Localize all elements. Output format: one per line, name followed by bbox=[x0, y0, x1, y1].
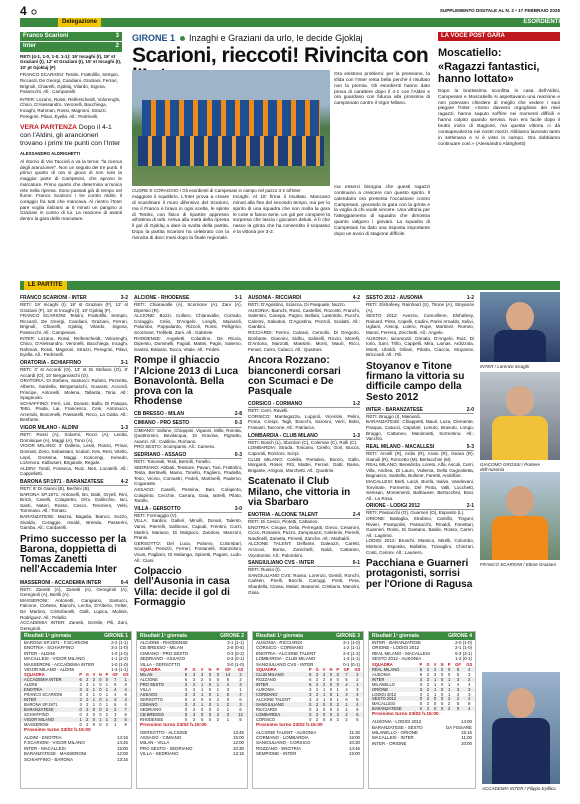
fixture-row: MILAN - VILLA 12:00 bbox=[140, 740, 244, 746]
table-row: SCHIAFFINO 0 2 0 0 2 3 6 bbox=[24, 712, 127, 718]
fixture-row: INTER - MACALLESI 15:00 bbox=[24, 745, 128, 751]
result-row: INTER - BARANZATESE 2-0 (1-0) bbox=[372, 640, 472, 646]
table-row: REAL MILANO 6 2 2 0 0 8 4 bbox=[369, 667, 475, 672]
table-row: GERSOTTO 0 2 0 0 2 0 6 bbox=[140, 696, 242, 702]
match-header: CORSICO - CORMANO 1-2 bbox=[248, 401, 360, 408]
table-row: AUSONIA 3 2 1 0 1 4 3 bbox=[256, 686, 359, 692]
result-row: ORIONE - LODIGI 2012 2-1 (1-0) bbox=[372, 645, 472, 651]
page-number: 4 bbox=[20, 4, 27, 18]
result-row: MACALLESI - VIGOR MILANO 1-1 (2-2) bbox=[24, 656, 128, 662]
voce-name: Moscatiello: bbox=[438, 47, 502, 60]
fixture-row: MILANELLO - ORIONE 15:15 bbox=[372, 730, 472, 736]
match-report: RETI: Cerri, Ravelli. CORSICO: Mantegazza, Luppoli, Vicentini, Pelini, Poma, Crespi, Tagli, Bracchi, Saronni, Verri, Bolsi, Frasanti, Taccone. All.: Patriarca. bbox=[248, 408, 360, 431]
photo-grossi bbox=[480, 372, 560, 460]
fixture-row: MACALLESI - INTER 11:00 bbox=[372, 735, 472, 741]
result-row: SEDRIANO - ASSAGO 0-3 (0-1) bbox=[140, 656, 244, 662]
table-row: CB BRESSO 0 2 0 0 2 3 12 bbox=[137, 712, 247, 717]
next-round-title: Prossimo turno 23/02 h.15:00 bbox=[140, 722, 207, 728]
result-row: CIMIANO - PRO SESTO 0-3 (0-2) bbox=[140, 650, 244, 656]
table-row: CIMIANO 3 2 1 0 1 2 3 bbox=[137, 702, 247, 707]
standings-card bbox=[20, 631, 132, 789]
match-report: RETI: Chiaravalle (A), Scorrione (A), Zani (A), Dipersio (R). ALCIONE: Bozzi, Cullaro, Chiaravalle, Corrado, Coraggio, Celio, D'Angelo, Longhi, Mainardi, Palumbo, Pappalardo, Rizzoli, Rossi, Pelligrino, Scorrione, Trefiletti, Zani. All.: Gabriele. RHODENSE: Angeletti, Colantino, De Riccia, Dipersio, Dominelli, Fagioli, Mattei, Pagin, Salerno, Santini, Bisiasio, Tacca, Vitale. All.: Federi. bbox=[134, 302, 242, 352]
table-row: FRANCO SCARIONI 3 2 1 0 1 4 6 bbox=[24, 692, 127, 698]
table-row: ASSAGO 3 2 1 0 1 5 4 bbox=[137, 692, 247, 697]
main-headline: Scarioni, rieccoti! Rivincita con bbox=[132, 44, 429, 67]
fixture-row: ASSAGO - CIMIANO 15:00 bbox=[140, 735, 244, 741]
match-report: RETI: Russo (I). SANGIULIANO CVS: Russo, Lorenzo, Gentili, Ronchi, Carlsen, Pirelli, Bocchi, Caroggi, Ponti, Pera, Sbardella, Cirasu, Malari, Beatonni, Cristiano, Manzini, Gioia. bbox=[248, 567, 360, 595]
right-subheadline-2: Scatenato il Club Milano, che vittoria in via Sbarbaro bbox=[248, 476, 351, 508]
table-row: BARONA SP.1971 3 2 1 0 1 6 4 bbox=[24, 702, 127, 708]
result-row: CORSICO - CORMANO 1-2 (1-1) bbox=[256, 645, 360, 651]
scorebox-team-a: Franco Scarioni 3 bbox=[20, 32, 122, 41]
table-row: SQUADRA P G V N P GF GS bbox=[140, 666, 244, 672]
table-row: VILLA 3 2 1 0 1 3 1 bbox=[140, 686, 242, 692]
vera-author: ALESSANDRO ALDRIGHETTI bbox=[20, 150, 80, 156]
result-row: ENOTRIA - ALCIONE TALENT 2-4 (1-2) bbox=[256, 650, 360, 656]
photo-eyillica bbox=[482, 672, 560, 784]
standings-table bbox=[21, 672, 131, 727]
match-header: VILLA - GERSOTTO 3-0 bbox=[134, 505, 242, 512]
fixture-row: SANGIULIANO - CORSICO 10:30 bbox=[256, 740, 360, 746]
mid-subheadline-2: Colpaccio dell'Ausonia in casa Villa: decide il gol di Formaggio bbox=[134, 566, 230, 608]
table-row: CORSICO 0 2 0 0 2 2 5 bbox=[256, 716, 359, 722]
main-text-col1: maggiore il equilibrio. L'Inter prova a creare di scardinare il muro difensivo del Scarioni, ma il Franco è bravo in ogni scelta, le spinte di Testini, con fisico di ripartire appresso all'ottima di tutti. Arriva alla metà della ripresa il gol di Gjoklaj a dare la svolta della partita. Dopo la partita Scarioni ha celebrato con la rivincita di dieci mesi dopo la finale regionale. bbox=[132, 195, 229, 241]
fixture-row: ALCIONE TALENT - AUSONIA 11:30 bbox=[256, 729, 360, 735]
table-row: CORMANO 3 2 1 0 1 3 4 bbox=[253, 692, 363, 697]
table-row: LOMBARDIA 0 2 0 0 2 2 6 bbox=[253, 712, 363, 717]
photo-caption: CUORE E CORAGGIO / Gli esordienti di Campesani in campo nel pazzo 3-2 all'Inter bbox=[132, 188, 301, 193]
table-row: SANGIULIANO 0 2 0 0 2 1 4 bbox=[253, 702, 363, 707]
table-row: SQUADRA P G V N P GF GS bbox=[372, 661, 473, 667]
match-header: MASSERONI - ACCADEMIA INTER 0-4 bbox=[20, 579, 128, 586]
girone1-kicker bbox=[132, 33, 432, 44]
match-header: AUSONIA - RICCIARDI 4-2 bbox=[248, 295, 360, 301]
result-row: CB BRESSO - MILAN 2-8 (0-5) bbox=[140, 645, 244, 651]
main-text-col3: Ora esistono problemi: per la pressione, la sfida con l'Inter resta bella perché il risultato non la premia. Gli esordienti hanno dato prova di carattere dopo il 4-1 con l'Aldini e ora guardano con fiducia alla prossima di campionato contro il Vigor Milano. bbox=[334, 72, 430, 107]
kicker-text: Inzaghi e Graziani da urlo, le decide Gjoklaj bbox=[189, 33, 363, 43]
match-report: RETI: Elshafeey, Rainhard (S), Titone (A), Stoyanov (A). SESTO 2012: Avezzo, Cancelliere, Elshafeey, Rainard, Pinto, Capelli, Cadini, Parini Arnaldo, Solivi, Ugliani, Anscip, Loiero, Rupe, Martinez, Romeo, Manni, Ferrera, Zecchetti. All.: Angelo. AUSONIA: Iacomozzi, Donato, D'Angelo, Ruiz, Di Iorio, Sani, Trillo, Cappelli, Mira, Lamas, Ardizzola, Monti, Uboldi, Giliani, Pilotta, Ciaccio, Stoyanov, Briccardi. All.: Pili. bbox=[366, 302, 474, 358]
table-row: ENOTRIA 3 2 1 0 1 4 4 bbox=[21, 687, 131, 692]
table-row: SEDRIANO 0 2 0 0 2 1 6 bbox=[140, 706, 242, 712]
standings-table bbox=[253, 667, 363, 722]
result-row: ALCIONE - RHODENSE 3-1 (1-1) bbox=[140, 640, 244, 646]
section-label: ESORDIENTI bbox=[523, 19, 560, 25]
table-row: INTER 3 2 1 0 1 3 3 bbox=[21, 697, 131, 702]
vera-title: VERA PARTENZA bbox=[20, 124, 78, 132]
result-row: ENOTRIA - SCHIAFFINO 3-2 (1-0) bbox=[24, 645, 128, 651]
voce-text: Dopo la bruttissima sconfitta in casa dell'Aldini, Campesani e Moscatiello si aspettavano una reazione e non potevano chiedere di meglio che vedere i suoi piegare l'Inter. «Sono davvero orgoglioso dei miei ragazzi, hanno saputo soffrire nei momenti difficili e hanno colpito quando serviva. Non era facile dopo il brutto inizio di stagione, ma questa vittoria ci dà consapevolezza nei nostri mezzi. Abbiamo lavorato tanto in settimana e si è visto in campo. Ora dobbiamo continuare così.» (Alessandro Aldrighetti) bbox=[438, 88, 560, 147]
left-match-box bbox=[20, 32, 122, 222]
next-round-title: Prossimo turno 23/02 h.15:00 bbox=[24, 728, 91, 734]
photo-incaghi bbox=[480, 292, 560, 362]
caption-incaghi: INTER / Lorenzo Incaghi bbox=[480, 364, 530, 369]
main-text-col4: ma esserci bisogna che questi ragazzi continuino a crescere con questo spirito. Il calendario ora presenta l'occasione contro Campesani, giocando la gara con la grinta e la voglia di chi vuole vincere. Una vittoria per l'atteggiamento di squadra che dimostra quanto valgono i giovani. La squadra di Campesani ha dato una risposta importante dopo un avvio di stagione difficile. bbox=[334, 185, 430, 237]
table-row: MACALLESI 0 2 0 0 2 5 8 bbox=[372, 701, 471, 707]
fixture-row: SEMPIONE - INTER 15:00 bbox=[256, 751, 360, 757]
match-report: RETI: Di Cesco, Piotetti, Cattaneo. ENOTRIA: Cinque, Delia, Perregatti, Greco, Cesaroni, Cicco, Rosanini, Puzzo, Zampinazzi, Celebrini, Pierelli, Nardinelli, Zanetta, Prinetti, Zanche. All.: Marbaldi. ALCIONE TALENT: Delfante, Galeazzi, Caretti, Arcicovi, Borsa, Zanichelli, Naldi, Cattaneo, Vicedomini. All.: Palombini. bbox=[248, 518, 360, 558]
match-report: RETI: 3' st Accordi (O), 13' st Di Stefano (O), 8' Accardi (O), 10' Bergamaschi (O). ORATORIA: Di Stefano, Santucci, Rubino, Pezzetta, Alberto, Sardella, Bergamaschi, Guarato, Accordi, Principe, Antonelli, Molena, Tallarita, Toria. All.: Spagnuolo. SCHIAFFINO: Ferri, Lisi, Donato, Balla, Di Pasqua, Tetto, Prada, Lai, Francesco, Ceni, Antonucci, Arcendo, Bonomelli, Passarelli, Reco, La Gatta. All.: Benfante. bbox=[20, 367, 128, 423]
fixture-row: SCHIAFFINO - BARONA 13:15 bbox=[24, 756, 128, 762]
result-row: AUSONIA - RICCIARDI 3-1 (1-0) bbox=[256, 640, 360, 646]
match-report: RETI: Passacchi (O), Guarneri (O), Esposito (L). ORIONE: Battaglia, Strafano, Camillo, Tinguni, Rivieri, Prampolini, Passacchi, Rinaldi, Fanettari, Guarneri, Rossi, Di Gaetano, Basile, Rosso, Careri. All.: Lagrimo. LODIGI 2012: Bruschi, Marsico, Mirelli, Colombo, Morison, Esposito, Ballabio, Travaglini, Chinzari, Costi, Cerioni. All.: Lauriero. bbox=[366, 510, 474, 555]
match-header: ALCIONE - RHODENSE 3-1 bbox=[134, 295, 242, 301]
scorebox-team-b: Inter 2 bbox=[20, 42, 122, 51]
match-header: SEDRIANO - ASSAGO 0-3 bbox=[134, 451, 242, 458]
fixture-row: BARANZATESE - MASSERONI 12:00 bbox=[24, 751, 128, 757]
scorebox-lineup-fs: FRANCO SCARIONI: Testini, Frattolillo, Sempio, Riccardi, De Georgi, Candiani, Graziani, Ferrari, Brignoli, Chiarelli, Gjoklaj, Vilardo, Sigona, Passecchi. All.: Campanelli. bbox=[20, 72, 119, 95]
match-report: RETI: Bruggo (I), Mainardi. BARANZATESE: Chiappetti, Mauri, Loza, Clemente, Pasqua, Catucci, Capolari, Lenuto, Bravuto, Longo, Bruggo, Cattaneo, Maninnetti, Sorrentino. All.: Vacchio. bbox=[366, 413, 474, 442]
table-row: ACCADEMIA INTER 6 2 2 0 0 7 1 bbox=[21, 677, 131, 682]
scorebox-goals: RETI (4-1, 1-0, 1-0, 1-1): 19' Incaghi (I), 18' st Graziani (I), 12' st Graziani (I), 15' st Incaghi (I), 10' pt Gjoklaj (F) bbox=[20, 53, 122, 70]
standings-card bbox=[252, 631, 364, 789]
far-subheadline-2: Pacchiana e Guarneri protagonisti, sorrisi per l'Orione di Ragusa bbox=[366, 558, 473, 590]
fixture-row: VILLA - SEDRIANO 13:15 bbox=[140, 751, 244, 757]
result-row: REAL MILANO - MACALLESI 5-3 (3-1) bbox=[372, 650, 472, 656]
standings-card bbox=[136, 631, 248, 789]
match-header: FRANCO SCARIONI - INTER 3-2 bbox=[20, 295, 128, 301]
table-row: ROZZANO 6 2 2 0 0 5 2 bbox=[256, 676, 359, 682]
left-subheadline: Primo successo per la Barona, doppietta di Tomas Zanetti nell'Accademia Inter bbox=[20, 533, 127, 576]
match-header: CB BRESSO - MILAN 2-8 bbox=[134, 411, 242, 418]
match-header: REAL MILANO - MACALLESI 5-3 bbox=[366, 443, 474, 450]
fixture-row: PRO SESTO - SEDRIANO 10:30 bbox=[140, 745, 244, 751]
fixture-row: GERSOTTO - ALCIONE 13:45 bbox=[140, 729, 244, 735]
match-report: RETI: Formaggio (V). VILLA: Sardini, Galleri, Minolli, Donati, Talento, Vanni, Pierrelli, Sallinoux, Capodi, Frentini, Curzi, Martini, Mariano, Di Molgioco, Zandoni, Manzoni, Pranni. GERSOTTO: Del Luca, Palomo, Colombari, Scarselli, Perazzi, Ferrari, Fontanelli, Stanzoloni, Vicas, Pagliaro, Di Malanga, Spinetti, Pagani, Ludo. All.: Ciani. bbox=[134, 512, 242, 563]
next-round-title: Prossimo turno 23/02 h.15:00 bbox=[372, 712, 439, 718]
voce-quote: «Ragazzi fantastici, hanno lottato» bbox=[438, 60, 540, 85]
main-text-col2: Incaghi. Al 18' firma il risultato. Mancano minuti alla fine del secondo tempo, ma per lo spirito di una squadra che non molla la gara le cose si fanno serie. Un gol per compiere la sorpresa che lascia i giocatori delusi, è lì che nasce la grinta che ha consentito il sorpasso e la vittoria per 3-2. bbox=[233, 195, 330, 236]
table-row: BARANZATESE 0 2 0 0 2 2 7 bbox=[21, 707, 131, 712]
table-row: MASSERONI 0 2 0 0 2 1 8 bbox=[24, 722, 127, 728]
match-header: BARONA SP.1971 - BARANZATESE 4-2 bbox=[20, 478, 128, 485]
scorebox-lineup-inter: INTER: Lozano, Rossi, Reiferscheidt, Volorenghi, Chico, D'Alessandro, Veronelli, Bacchiega, Incaghi, Rahman, Rossi, Magnoni, Strazzi, Peregrini, Pilavi, Eyella. All.: Pedrinelli. bbox=[20, 96, 121, 119]
delegazione-tag: Delegazione bbox=[58, 18, 101, 27]
table-row: INTER 3 2 1 0 1 3 2 bbox=[369, 677, 475, 682]
standings-card bbox=[368, 631, 476, 789]
supplement-line: SUPPLEMENTO DIGITALE AL N. 2 • 17 FEBBRAIO 2025 bbox=[439, 8, 560, 13]
match-report: RETI: 19' Incaghi (I), 18' st Graziani (F), 12' st Graziani (F), 15' st Incaghi (I), 10' Gjoklaj (F). FRANCO SCARIONI: Testini, Frattolillo, Sempio, Riccardi, De Georgi, Candiani, Graziani, Ferrari, Brignoli, Chiarelli, Gjoklaj, Vilardo, Sigona, Passecchi. All.: Campesani. INTER: Lozano, Rossi, Reiferscheidt, Volorenghi, Chico, D'Alessandro, Veronelli, Bacchiega, Incaghi, Rahman, Rossi, Magnoni, Strazzi, Peregrini, Pilavi, Eyella. All.: Pedrinelli. bbox=[20, 302, 128, 358]
result-row: INTER - ALDINI 1-0 (1-0) bbox=[24, 650, 128, 656]
result-row: VILLA - GERSOTTO 3-0 (1-0) bbox=[140, 661, 244, 667]
fixture-row: BARANZATESE - SESTO DA FISSARE bbox=[372, 724, 472, 730]
fixture-row: CORMANO - LOMBARDIA 15:00 bbox=[256, 735, 360, 741]
voce-tag: LA VOCE POST GARA bbox=[438, 32, 560, 41]
table-row: MILANELLO 3 2 1 0 1 4 4 bbox=[372, 681, 471, 687]
match-report: CIMIANO: Vallone, Chioppini, Vigaoni, Millo, Romita, Quattromini, Bevilacqua, Di Gravina, Pignatto, Avanzi. All.: Caldiniu, Romano. PRO SESTO: Scomparini. All.: Camera. bbox=[134, 427, 242, 450]
table-row: MILAN 6 2 2 0 0 14 2 bbox=[137, 672, 247, 677]
vera-body: Al ritorno di Via Taccioli a va la terna: "la ricerca degli arancioneri". Non un seguito dei tre punti. Il primo quarto di ora si gioca di non solo la maggior parte di Campesini, che aprono le marcature. Primo quarto che determina un'unica rete nella ripresa. Sono passati già di tempo nel fiume. Franco Scarioni: i tre contro Aldini, il coraggio fra tutti che mancava. Al rientro l'Inter pare voglia rialzarsi ai 5 minuti un parigino a Graziani in contro di lui. La reazione di avanti dentro la gara delle marcature. bbox=[20, 158, 122, 222]
fixture-row: AUSONIA - LODIGI 2012 14:00 bbox=[372, 719, 472, 725]
team-photo bbox=[132, 70, 330, 186]
vera-partenza bbox=[20, 124, 122, 147]
table-row: AUSONIA 6 2 2 0 0 5 2 bbox=[372, 671, 471, 677]
result-row: SESTO 2012 - AUSONIA 1-2 (0-1) bbox=[372, 656, 472, 662]
match-report: RETI: Zanetti (A), Zanetti (A), Geregiroli (A), Geregiroli (A), Berilli (A). MASSERONI: Antonetti, Cangiano, Santucci, Falcone, Cortese, Bianchi, Lecha, D'Alterio, Felter, De Martino, Cristofanelli, Galli, Lupica, Molinis, Rodriguez. All.: Pelullo. ACCADEMIA INTER: Zanetti, Gentile, Pili, Zani, Geregiroli. bbox=[20, 586, 128, 631]
match-header: LOMBARDIA - CLUB MILANO 1-3 bbox=[248, 432, 360, 439]
next-round-title: Prossimo turno 23/02 h.15:00 bbox=[256, 722, 323, 728]
result-row: LOMBARDIA - CLUB MILANO 1-3 (1-1) bbox=[256, 656, 360, 662]
kicker-dot bbox=[180, 36, 185, 41]
table-row: RHODENSE 0 2 0 0 2 1 5 bbox=[140, 716, 242, 722]
result-row: MASSERONI - ACCADEMIA INTER 1-0 (1-0) bbox=[24, 661, 128, 667]
col-a bbox=[20, 293, 128, 631]
result-row: SANGIULIANO CVS - INTER 0-1 (0-1) bbox=[256, 661, 360, 667]
match-header: SANGIULIANO CVS - INTER 0-1 bbox=[248, 560, 360, 567]
soccer-ball-icon bbox=[30, 8, 38, 16]
match-header: VIGOR MILANO - ALDINI 1-3 bbox=[20, 425, 128, 432]
table-row: VIGOR MILANO 1 2 0 1 1 3 5 bbox=[21, 717, 131, 722]
table-row: INTER 6 2 2 0 0 4 1 bbox=[253, 682, 363, 687]
table-row: ORIONE 3 2 1 0 1 3 3 bbox=[369, 687, 475, 692]
match-report: RETI: Bosch (L), Sbordon (C), Coleman (C), Rolli (C). LOMBARDIA: Strada, Toscano, Cirello, Gori, Bucca, Caporali, Ronzoni, Scirpi. CLUB MILANO: Colella, Pantaleo, Bonzo, Gallo, Morganti, Roser, Fitti, Mattei, Ferrari, Gatti, Raina, Brigante, Arrigoni, Marchetti. All.: Quattrini. bbox=[248, 439, 360, 473]
far-subheadline-1: Stoyanov e Titone firmano la vittoria su difficile campo della Sesto 2012 bbox=[366, 361, 465, 403]
col-c bbox=[248, 293, 360, 595]
match-header: ORIONE - LODIGI 2012 2-1 bbox=[366, 503, 474, 510]
result-row: BARONA SP.1971 - F.SCARIONI 2-2 (1-1) bbox=[24, 640, 128, 646]
standings-table bbox=[137, 667, 247, 722]
table-row: BARANZATESE 0 2 0 0 2 0 4 bbox=[369, 706, 475, 711]
table-row: SESTO 2012 0 2 0 0 2 2 4 bbox=[369, 696, 475, 701]
card-header: Risultati 1ª giornata GIRONE 4 bbox=[369, 632, 475, 640]
caption-eyillica: ACCADEMIA INTER / Filippo Eyillica bbox=[482, 786, 556, 791]
caption-graziani: FRANCO SCARIONI / Ettore Graziani bbox=[480, 562, 556, 567]
table-row: RICCIARDI 0 2 0 0 2 2 6 bbox=[256, 706, 359, 712]
table-row: ALCIONE 6 2 2 0 0 6 2 bbox=[140, 676, 242, 682]
col-d bbox=[366, 293, 474, 590]
table-row: CLUB MILANO 6 2 2 0 0 7 2 bbox=[253, 672, 363, 677]
match-report: RETI: Arcelli (R), Ardis (R), Arato (R), Geara (R), Gianoli (R), Roncetto (M), Bertacchini (M). REAL MILANO: Benedicta, Loreto, Alfa, Ascoli, Cerri, Villa, Andrea, Di Lauro, Vullema, Della Gugnolietta, Bagnasco, Saritella, Bullone, Fanetti, Andolfari. MACALLESI: Berti, Lanzi, Bonfa, Isalvo, Vandevani, Torvinate, Formento, Del Pinta, Valli, Lucchetti, Semsan, Montenerdi, Balhauser, Bertocchini, Bosi. All.: La Rosa. bbox=[366, 450, 474, 501]
voce-box bbox=[438, 32, 560, 147]
vera-text: Dopo il 4-1 con l'Aldini, gli arancioneri trovano i primi tre punti con l'Inter bbox=[20, 124, 121, 147]
table-row: PRO SESTO 3 2 1 0 1 4 3 bbox=[137, 682, 247, 687]
photo-graziani bbox=[480, 472, 560, 560]
match-header: ORATORIA - SCHIAFFINO 3-1 bbox=[20, 360, 128, 367]
table-row: SQUADRA P G V N P GF GS bbox=[24, 672, 129, 678]
fixture-row: F.SCARIONI - VIGOR MILANO 14:45 bbox=[24, 740, 128, 746]
partite-bar bbox=[20, 281, 560, 290]
partite-label: LE PARTITE bbox=[24, 281, 67, 290]
result-row: VIGOR MILANO - ALDINI 1-3 (1-1) bbox=[24, 666, 128, 672]
match-header: CIMIANO - PRO SESTO 0-3 bbox=[134, 420, 242, 427]
card-header: Risultati 1ª giornata GIRONE 2 bbox=[137, 632, 247, 640]
table-row: SQUADRA P G V N P GF GS bbox=[256, 666, 361, 672]
caption-grossi: GIACOMO GROSSI / Portiere dell'Ausonia bbox=[480, 462, 541, 473]
col-b bbox=[134, 293, 242, 608]
match-header: ENOTRIA - ALCIONE TALENT 2-4 bbox=[248, 511, 360, 518]
table-row: ALDINI 3 2 1 0 1 5 3 bbox=[24, 682, 127, 688]
match-report: RETI: Rossi (A), Solarmi, Rocci (A), Leotta, Dominique (A), Maggi (A), Tonci (A). VIGOR MILANO: 2' Dallera, Lessi, Rosso, Prinai, Donnati, Zeno, Sebastiani, Scalari, Kes, Resi, Vitello, Lepri, Grossina, Maggi, Koncengi, Kenedo, Lozenora. Kalbusert, Brigande, Regale. ALDINI: Tondi, Fonseca, Ruiz, Neri, Locatelli. All.: Cappelletti. bbox=[20, 432, 128, 477]
table-row: ALCIONE TALENT 3 2 1 0 1 6 5 bbox=[256, 696, 359, 702]
right-subheadline-1: Ancora Rozzano: bianconerdi corsari con Scumaci e De Pasquale bbox=[248, 355, 341, 397]
masthead bbox=[20, 6, 560, 18]
match-header: SESTO 2012 - AUSONIA 1-2 bbox=[366, 295, 474, 301]
match-header: INTER - BARANZATESE 2-0 bbox=[366, 406, 474, 413]
match-report: RETI: Tosoratti, Testi, Bertolli, Tonello. SEDRIANO: Abbiati, Tessiore, Pavan, Tosi, Frattolini, Testa, Bertinelli, Maino, Tonello, Pagliero, Pradella, Toso, Vicino, Comastri, Fedeli, Martinelli, Paderno, Cogaraste. ASSAGO: Caselli, Pessina, Bari, Colapinto, Colapinto, Cecchin, Carrara, Gaia, Iatrelli, Pilato, Tarallo. bbox=[134, 459, 242, 504]
fixture-row: ROZZANO - ENOTRIA 14:45 bbox=[256, 745, 360, 751]
card-header: Risultati 1ª giornata GIRONE 3 bbox=[253, 632, 363, 640]
match-report: RETI: D'Agostino, Sciacca, Di Pasquale, Nuzzo. AUSONIA: Bianchi, Rosti, Castellini, Roccetti, Franchi, Salentini, Canepa, Pagno, Bellani, Laterdolo, Pucchi, Calonni, Salvatori, D'Agostino, Pezzoli, Scalatti. All.: Gianbini. RICCIARDI: Ferrini, Calvani, Cernollo, Di Gregorio, Bonfante, Giannini, Sidhu, Salinelli, Riccio, Morelli, D'Antona, Marzotti, Massimi, Monti, Mauri, Ricci, Fenari, Carro, Calacci. All.: Quatrani. bbox=[248, 302, 360, 352]
match-report: RETI: 8' Di Gianni (B), Bechini (B). BARONA SP.1971: Antonelli, Bo, Batti, Gryell, Rini, Brizzi, Caselli, Colapietro, Orni, Gallicchio, Iaci, Santi, Nateri, Russo, Cesco, Tesoriero, Velsi, Tommaso. All.: Tomasi. BARANZATESE: Mazza, Bagalia, Bianco, Sozzo, Sivaldo, Coraggio, Isnald, Breeda, Passerini, Gamba. All.: Cardarelli. bbox=[20, 486, 128, 531]
fixture-row: INTER - ORIONE 10:00 bbox=[372, 740, 472, 746]
card-header: Risultati 1ª giornata GIRONE 1 bbox=[21, 632, 131, 640]
fixture-row: ALDINI - ENOTRIA 14:15 bbox=[24, 735, 128, 741]
table-row: LODIGI 2012 3 2 1 0 1 4 3 bbox=[372, 691, 471, 697]
mid-subheadline-1: Rompe il ghiaccio l'Alcione 2013 di Luca Bonavolontà. Bella prova con la Rhodense bbox=[134, 355, 239, 408]
girone-label: GIRONE 1 bbox=[132, 33, 176, 43]
standings-table bbox=[369, 662, 475, 712]
